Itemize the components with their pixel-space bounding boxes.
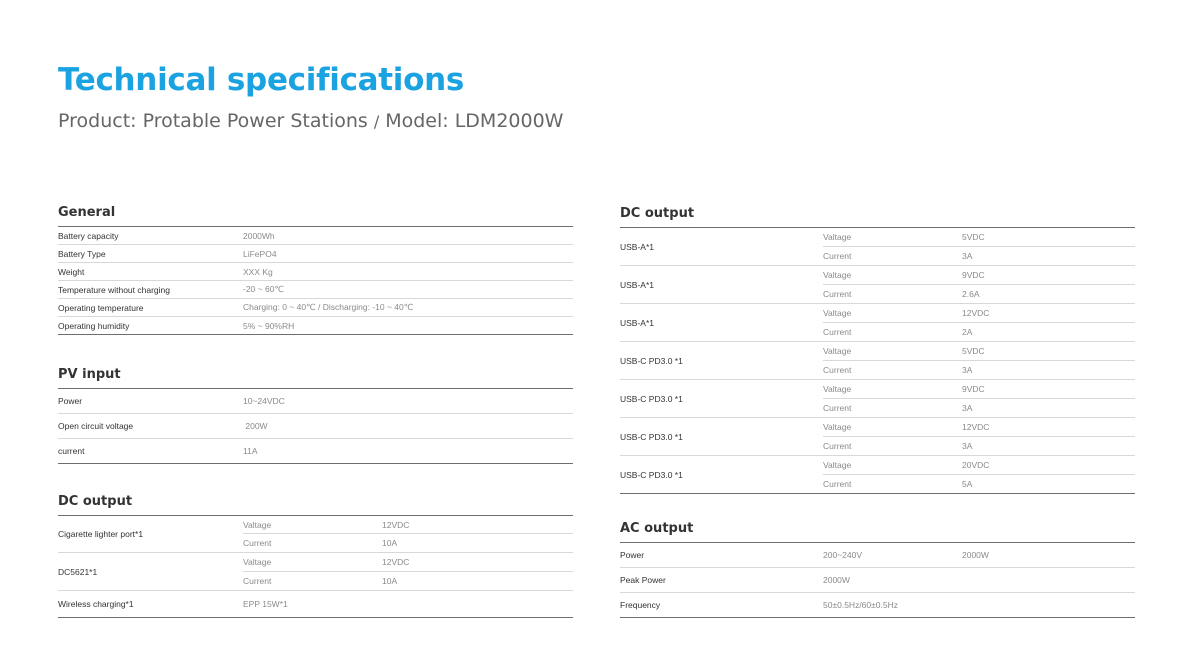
spec-value: 5% ~ 90%RH (243, 320, 295, 331)
spec-label: Battery capacity (58, 230, 119, 241)
spec-row (58, 389, 573, 414)
spec-label: USB-A*1 (620, 279, 655, 290)
dc-output-right-section (620, 206, 1135, 494)
spec-value: 200~240V (823, 550, 862, 560)
spec-group (620, 228, 1135, 266)
current-label: Current (823, 403, 852, 413)
section-title: DC output (620, 206, 1135, 228)
current-value: 2.6A (962, 289, 980, 299)
voltage-row (823, 228, 1135, 247)
spec-value: 10~24VDC (243, 396, 285, 406)
spec-value: 2000W (823, 575, 850, 585)
spec-label: Open circuit voltage (58, 421, 134, 431)
page-subtitle (58, 110, 563, 132)
spec-group (620, 456, 1135, 494)
voltage-row (243, 553, 573, 572)
spec-value: 11A (243, 446, 258, 456)
spec-label: USB-A*1 (620, 317, 655, 328)
spec-row (58, 591, 573, 618)
spec-row (58, 227, 573, 245)
current-row (243, 534, 573, 552)
current-value: 2A (962, 327, 973, 337)
voltage-label: Valtage (243, 557, 272, 567)
current-row (823, 285, 1135, 303)
voltage-label: Valtage (243, 519, 272, 530)
spec-row (58, 245, 573, 263)
spec-label: Temperature without charging (58, 284, 170, 295)
ac-output-section (620, 521, 1135, 618)
voltage-label: Valtage (823, 308, 852, 318)
spec-label: Cigarette lighter port*1 (58, 529, 144, 539)
voltage-value: 12VDC (382, 519, 410, 530)
current-label: Current (823, 289, 852, 299)
current-row (823, 247, 1135, 265)
spec-row (620, 568, 1135, 593)
voltage-label: Valtage (823, 422, 852, 432)
voltage-row (823, 380, 1135, 399)
current-value: 5A (962, 479, 973, 489)
voltage-value: 12VDC (962, 308, 990, 318)
spec-row (58, 263, 573, 281)
spec-group (58, 516, 573, 553)
voltage-value: 12VDC (382, 557, 410, 567)
voltage-row (823, 304, 1135, 323)
current-row (243, 572, 573, 590)
spec-label: Frequency (620, 600, 661, 610)
spec-row (58, 439, 573, 464)
subtitle-separator: / (373, 112, 380, 131)
spec-group (620, 380, 1135, 418)
current-row (823, 361, 1135, 379)
model-name: Model: LDM2000W (385, 110, 564, 132)
spec-label: current (58, 446, 85, 456)
spec-label: Peak Power (620, 575, 666, 585)
current-row (823, 475, 1135, 493)
voltage-label: Valtage (823, 460, 852, 470)
spec-row (58, 299, 573, 317)
spec-value: LiFePO4 (243, 248, 277, 259)
voltage-value: 12VDC (962, 422, 990, 432)
current-row (823, 437, 1135, 455)
voltage-value: 5VDC (962, 232, 985, 242)
current-row (823, 399, 1135, 417)
current-row (823, 323, 1135, 341)
voltage-value: 9VDC (962, 384, 985, 394)
spec-value: 50±0.5Hz/60±0.5Hz (823, 600, 899, 610)
spec-group (620, 304, 1135, 342)
voltage-label: Valtage (823, 232, 852, 242)
voltage-row (823, 418, 1135, 437)
spec-label: Operating temperature (58, 302, 144, 313)
voltage-row (243, 516, 573, 534)
voltage-label: Valtage (823, 384, 852, 394)
current-label: Current (823, 479, 852, 489)
voltage-value: 9VDC (962, 270, 985, 280)
voltage-label: Valtage (823, 346, 852, 356)
spec-group (620, 266, 1135, 304)
voltage-row (823, 342, 1135, 361)
spec-value: -20 ~ 60℃ (243, 284, 284, 294)
spec-label: Weight (58, 266, 85, 277)
voltage-label: Valtage (823, 270, 852, 280)
spec-label: DC5621*1 (58, 566, 98, 577)
current-value: 3A (962, 403, 973, 413)
spec-group (620, 418, 1135, 456)
pv-input-section (58, 367, 573, 464)
current-value: 10A (382, 576, 398, 586)
product-name: Product: Protable Power Stations (58, 110, 368, 132)
current-label: Current (243, 576, 272, 586)
voltage-value: 5VDC (962, 346, 985, 356)
current-value: 3A (962, 251, 973, 261)
spec-group (58, 553, 573, 591)
spec-value: 200W (243, 421, 268, 431)
current-value: 3A (962, 441, 973, 451)
spec-label: USB-C PD3.0 *1 (620, 393, 683, 404)
spec-label: Power (58, 396, 83, 406)
spec-row (620, 593, 1135, 618)
section-title: General (58, 205, 573, 227)
section-title: AC output (620, 521, 1135, 543)
spec-value: XXX Kg (243, 266, 273, 277)
general-section (58, 205, 573, 335)
spec-label: USB-C PD3.0 *1 (620, 355, 683, 366)
section-title: PV input (58, 367, 573, 389)
spec-row (620, 543, 1135, 568)
spec-row (58, 317, 573, 335)
current-label: Current (823, 327, 852, 337)
current-value: 3A (962, 365, 973, 375)
spec-value: Charging: 0 ~ 40℃ / Discharging: -10 ~ 40℃ (243, 302, 414, 312)
spec-label: Operating humidity (58, 320, 130, 331)
voltage-row (823, 266, 1135, 285)
spec-value: 2000Wh (243, 230, 275, 241)
page-title: Technical specifications (58, 62, 465, 98)
spec-value: EPP 15W*1 (243, 599, 288, 609)
spec-label: Power (620, 550, 645, 560)
spec-label: USB-C PD3.0 *1 (620, 469, 683, 480)
current-label: Current (823, 251, 852, 261)
spec-label: Battery Type (58, 248, 106, 259)
spec-label: USB-C PD3.0 *1 (620, 431, 683, 442)
voltage-row (823, 456, 1135, 475)
voltage-value: 20VDC (962, 460, 990, 470)
spec-extra-value: 2000W (962, 550, 989, 560)
spec-label: Wireless charging*1 (58, 599, 134, 609)
dc-output-left-section (58, 494, 573, 618)
spec-row (58, 414, 573, 439)
spec-label: USB-A*1 (620, 241, 655, 252)
spec-row (58, 281, 573, 299)
current-label: Current (823, 441, 852, 451)
current-label: Current (243, 538, 272, 548)
section-title: DC output (58, 494, 573, 516)
spec-group (620, 342, 1135, 380)
current-value: 10A (382, 538, 398, 548)
current-label: Current (823, 365, 852, 375)
